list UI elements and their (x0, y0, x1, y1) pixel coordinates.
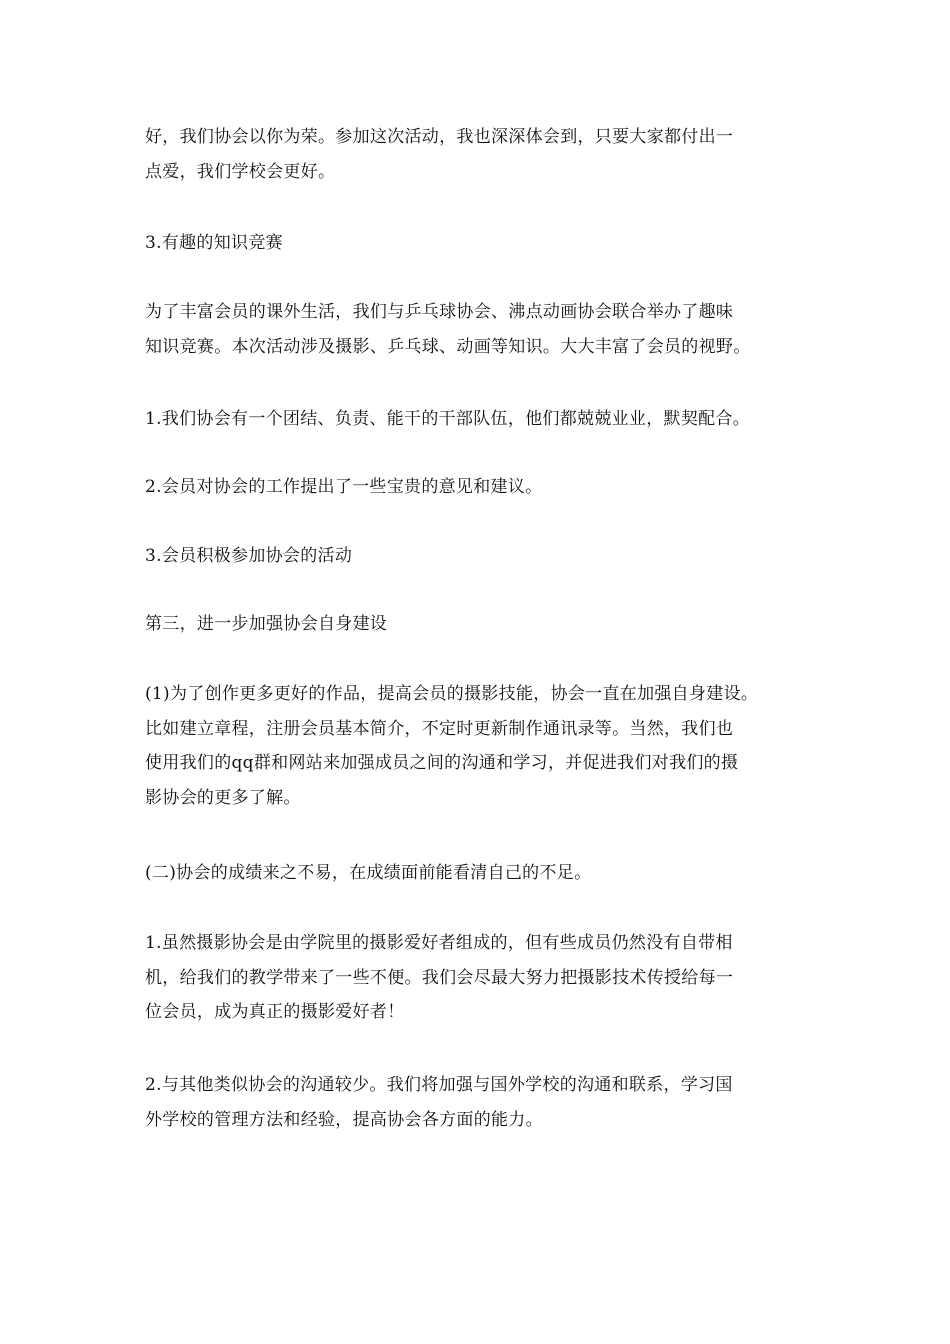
text-line: 第三，进一步加强协会自身建设 (145, 614, 388, 634)
text-line: 1.虽然摄影协会是由学院里的摄影爱好者组成的，但有些成员仍然没有自带相 (145, 933, 733, 953)
paragraph-self-construction (145, 677, 845, 815)
list-item-cadre-team (145, 402, 845, 437)
paragraph-knowledge-contest (145, 295, 845, 364)
list-item-member-participation (145, 539, 845, 574)
text-line: 外学校的管理方法和经验，提高协会各方面的能力。 (145, 1109, 543, 1130)
text-line: 比如建立章程，注册会员基本简介，不定时更新制作通讯录等。当然，我们也 (145, 718, 734, 739)
section-heading-self-construction (145, 607, 845, 642)
list-item-communication (145, 1068, 845, 1137)
text-line: 1.我们协会有一个团结、负责、能干的干部队伍，他们都兢兢业业，默契配合。 (145, 409, 751, 429)
text-line: (1)为了创作更多更好的作品，提高会员的摄影技能，协会一直在加强自身建设。 (145, 684, 759, 704)
list-item-camera-shortage (145, 926, 845, 1030)
text-line: 为了丰富会员的课外生活，我们与乒乓球协会、沸点动画协会联合举办了趣味 (145, 302, 734, 322)
text-line: 2.会员对协会的工作提出了一些宝贵的意见和建议。 (145, 477, 543, 497)
text-line: 位会员，成为真正的摄影爱好者！ (145, 1002, 405, 1022)
paragraph-contest-ending (145, 120, 845, 189)
text-line: 机，给我们的教学带来了一些不便。我们会尽最大努力把摄影技术传授给每一 (145, 967, 734, 988)
text-line: 好，我们协会以你为荣。参加这次活动，我也深深体会到，只要大家都付出一 (145, 127, 734, 147)
text-line: 3.有趣的知识竞赛 (145, 233, 283, 253)
text-line: 2.与其他类似协会的沟通较少。我们将加强与国外学校的沟通和联系，学习国 (145, 1075, 733, 1095)
text-line: 影协会的更多了解。 (145, 787, 301, 808)
section-heading-shortcomings (145, 856, 845, 891)
text-line: 使用我们的qq群和网站来加强成员之间的沟通和学习，并促进我们对我们的摄 (145, 753, 739, 773)
text-line: 3.会员积极参加协会的活动 (145, 546, 353, 566)
list-item-member-feedback (145, 470, 845, 505)
text-line: (二)协会的成绩来之不易，在成绩面前能看清自己的不足。 (145, 863, 592, 883)
section-heading-knowledge-contest (145, 226, 845, 261)
text-line: 知识竞赛。本次活动涉及摄影、乒乓球、动画等知识。大大丰富了会员的视野。 (145, 336, 751, 357)
text-line: 点爱，我们学校会更好。 (145, 161, 336, 182)
